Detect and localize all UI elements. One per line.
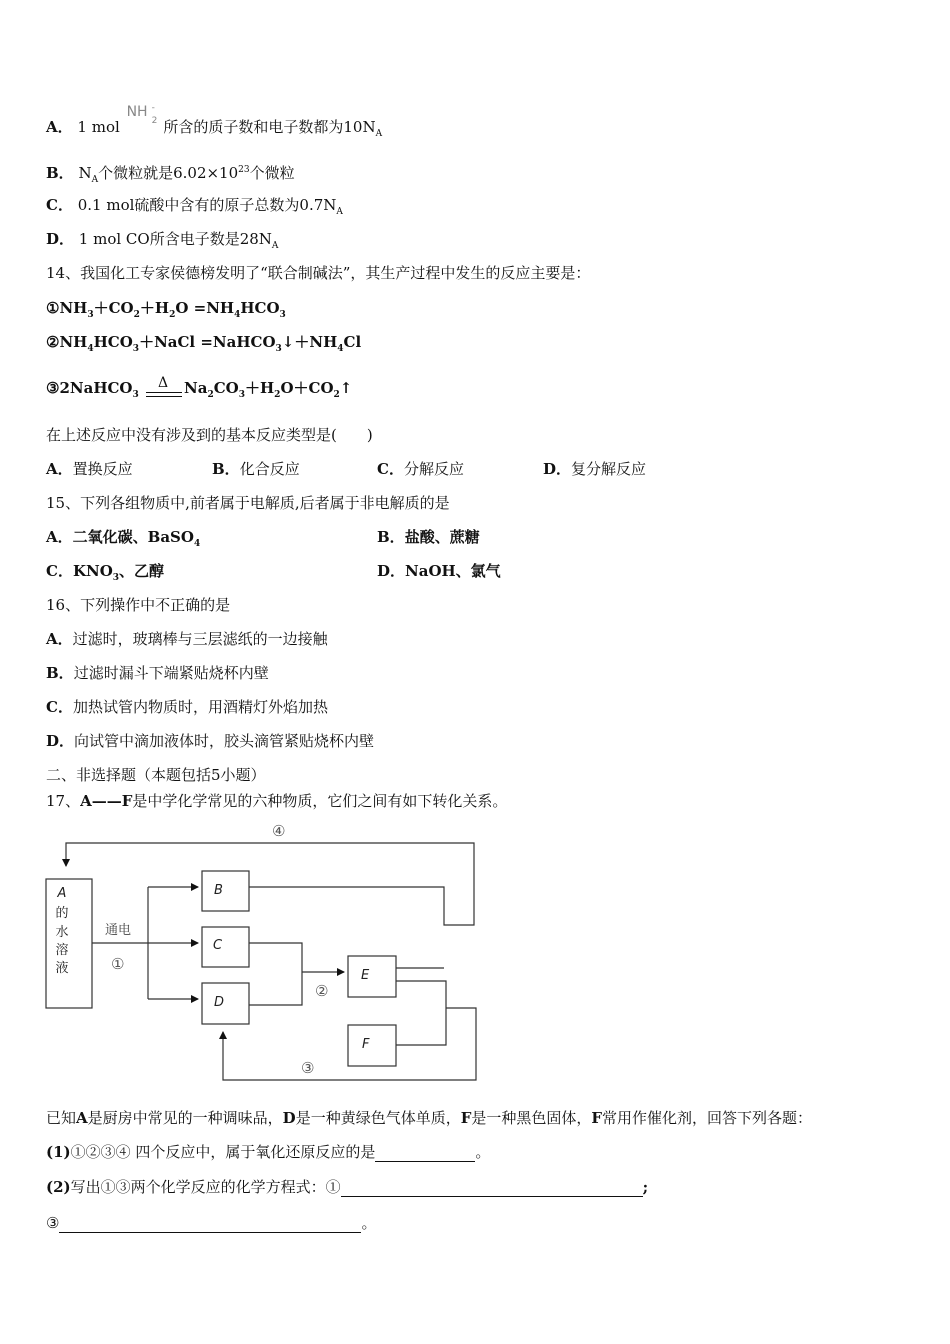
q17-stem — [46, 791, 507, 811]
sub-text: ①②③④ 四个反应中，属于氧化还原反应的是 — [70, 1143, 376, 1161]
option-text: 置换反应 — [72, 460, 133, 478]
box-a — [46, 879, 92, 1008]
q16-option-c — [46, 697, 328, 717]
q16-option-b — [46, 663, 269, 683]
sub-label: (2) — [46, 1178, 71, 1196]
option-label: D． — [543, 460, 572, 478]
box-a-label — [55, 886, 68, 976]
label-e: E — [361, 968, 370, 983]
q17-sub2 — [46, 1177, 648, 1197]
subscript: 3 — [279, 310, 286, 320]
q15-option-a — [46, 527, 200, 554]
box-b — [202, 871, 249, 911]
c-to-join — [249, 943, 302, 1005]
subscript: A — [375, 129, 383, 139]
option-text: 二氧化碳、BaSO — [72, 528, 194, 546]
loop-3-line — [223, 1008, 476, 1080]
formula-part: O =NH — [175, 299, 235, 317]
subscript: 3 — [87, 310, 94, 320]
formula-part: ＋H — [244, 379, 275, 397]
subscript: 4 — [87, 344, 94, 354]
subscript: 2 — [333, 390, 340, 400]
option-text: 、乙醇 — [119, 562, 165, 580]
box-a-char-2: 的 — [55, 906, 69, 921]
option-text-prefix: 1 mol — [77, 118, 120, 136]
known-text: 是一种黑色固体， — [471, 1109, 592, 1127]
q15-option-d — [377, 561, 501, 581]
option-label: C． — [46, 562, 73, 580]
sub-end: ; — [642, 1178, 649, 1196]
subscript: 3 — [112, 573, 120, 583]
formula-part: HCO — [93, 333, 133, 351]
q14-option-a — [46, 459, 133, 479]
q14-option-c — [377, 459, 464, 479]
option-label: B． — [377, 528, 405, 546]
step-3-label: ③ — [301, 1059, 315, 1077]
q14-stem: 14、我国化工专家侯德榜发明了“联合制碱法”，其生产过程中发生的反应主要是： — [46, 264, 591, 282]
known-text: 是厨房中常见的一种调味品， — [87, 1109, 283, 1127]
formula-part: ＋H — [139, 299, 170, 317]
q13-option-c — [46, 195, 343, 222]
subscript: 3 — [132, 390, 139, 400]
box-e — [348, 956, 396, 997]
stem-bold: A——F — [80, 792, 133, 810]
option-text: 过滤时，玻璃棒与三层滤纸的一边接触 — [72, 630, 328, 648]
box-a-char-5: 液 — [55, 961, 69, 976]
q14-reaction-3 — [46, 375, 353, 405]
ion-sup: - — [151, 103, 155, 113]
q14-option-b — [212, 459, 300, 479]
question-number: 17、 — [46, 792, 81, 810]
known-bold: F — [460, 1109, 472, 1127]
formula-part: NH — [59, 333, 88, 351]
q14-reaction-1 — [46, 298, 286, 325]
option-label: C． — [377, 460, 404, 478]
formula-part: Cl — [343, 333, 362, 351]
subscript: 4 — [337, 344, 344, 354]
option-label: A． — [46, 528, 73, 546]
subscript: A — [91, 175, 99, 185]
label-f: F — [362, 1037, 370, 1052]
subscript: 3 — [275, 344, 282, 354]
heat-condition-sign — [144, 375, 184, 405]
option-text: N — [78, 164, 92, 182]
q15-option-b — [377, 527, 480, 547]
formula-part: ↓＋NH — [281, 333, 338, 351]
subscript: A — [271, 241, 279, 251]
sub-label: ③ — [46, 1214, 60, 1232]
reaction-number: ③ — [46, 379, 60, 397]
formula-part: 2NaHCO — [59, 379, 133, 397]
step-2-label: ② — [315, 982, 329, 1000]
box-a-char-3: 水 — [55, 925, 69, 940]
option-label: B． — [212, 460, 240, 478]
loop-4-line — [66, 843, 474, 925]
option-label: D． — [46, 732, 75, 750]
q15-stem: 15、下列各组物质中,前者属于电解质,后者属于非电解质的是 — [46, 494, 450, 512]
ion-formula — [125, 103, 159, 132]
box-a-char-4: 溶 — [55, 943, 69, 958]
option-text: 复分解反应 — [571, 460, 647, 478]
sub-end: 。 — [475, 1143, 491, 1161]
option-text: 化合反应 — [239, 460, 300, 478]
option-label: A． — [46, 460, 73, 478]
sub-label: (1) — [46, 1143, 71, 1161]
option-text: 盐酸、蔗糖 — [404, 528, 480, 546]
q14-reaction-2 — [46, 332, 361, 359]
q13-option-a — [46, 103, 383, 144]
option-text: 1 mol CO所含电子数是28N — [78, 230, 272, 248]
e-bottom-line — [396, 981, 446, 1045]
option-label: C． — [46, 196, 73, 214]
box-f — [348, 1025, 396, 1066]
formula-part: ＋CO — [93, 299, 134, 317]
option-text: KNO — [72, 562, 113, 580]
formula-part: ＋NaCl =NaHCO — [139, 333, 276, 351]
known-bold: D — [282, 1109, 296, 1127]
known-text: 常用作催化剂，回答下列各题： — [602, 1109, 813, 1127]
delta-symbol: Δ — [158, 375, 169, 391]
q16-option-a — [46, 629, 328, 649]
formula-part: NH — [59, 299, 88, 317]
option-text: 个微粒 — [249, 164, 295, 182]
equals-line — [146, 392, 182, 393]
label-c: C — [213, 938, 223, 953]
box-a-char-1: A — [57, 886, 67, 901]
answer-blank[interactable] — [375, 1145, 475, 1162]
formula-part: O＋CO — [280, 379, 334, 397]
option-text: NaOH、氯气 — [405, 562, 501, 580]
subscript: 2 — [207, 390, 214, 400]
option-text: 分解反应 — [403, 460, 464, 478]
q14-option-d — [543, 459, 646, 479]
ion-main: NH — [126, 104, 148, 120]
subscript: 3 — [132, 344, 140, 354]
q16-option-d — [46, 731, 374, 751]
subscript: 4 — [193, 539, 201, 549]
q13-option-b — [46, 160, 295, 190]
q17-sub3 — [46, 1213, 376, 1233]
step-4-label: ④ — [272, 822, 286, 840]
reaction-number: ① — [46, 299, 60, 317]
option-text: 所含的质子数和电子数都为10N — [163, 118, 376, 136]
subscript: 2 — [169, 310, 176, 320]
option-label: B． — [46, 664, 74, 682]
equals-line — [146, 396, 182, 397]
subscript: 4 — [234, 310, 241, 320]
known-text: 是一种黄绿色气体单质， — [295, 1109, 461, 1127]
option-label: A． — [46, 118, 73, 136]
option-label: D． — [46, 230, 75, 248]
option-label: A． — [46, 630, 73, 648]
known-bold: A — [76, 1109, 88, 1127]
conversion-diagram — [40, 818, 480, 1088]
q16-stem: 16、下列操作中不正确的是 — [46, 596, 231, 614]
ion-sub: 2 — [151, 116, 158, 126]
option-text: 个微粒就是6.02×10 — [98, 164, 239, 182]
superscript: 23 — [238, 165, 250, 175]
subscript: 2 — [133, 310, 140, 320]
sub-end: 。 — [361, 1214, 377, 1232]
label-d: D — [214, 995, 225, 1010]
option-label: B． — [46, 164, 74, 182]
section-title: 二、非选择题（本题包括5小题） — [46, 766, 266, 784]
q13-option-d — [46, 229, 278, 256]
q17-known — [46, 1108, 812, 1128]
known-bold: F — [591, 1109, 603, 1127]
option-text: 加热试管内物质时，用酒精灯外焰加热 — [72, 698, 328, 716]
subscript: A — [336, 207, 343, 217]
option-text: 过滤时漏斗下端紧贴烧杯内壁 — [73, 664, 269, 682]
formula-part: Na — [184, 379, 208, 397]
known-text: 已知 — [46, 1109, 77, 1127]
box-c — [202, 927, 249, 967]
option-text: 向试管中滴加液体时，胶头滴管紧贴烧杯内壁 — [74, 732, 375, 750]
box-d — [202, 983, 249, 1024]
option-text: 0.1 mol硫酸中含有的原子总数为0.7N — [77, 196, 337, 214]
answer-blank[interactable] — [341, 1180, 643, 1197]
formula-part: HCO — [240, 299, 280, 317]
condition-label: 通电 — [105, 923, 132, 938]
subscript: 2 — [274, 390, 281, 400]
q17-sub1 — [46, 1142, 490, 1162]
step-1-label: ① — [111, 955, 125, 973]
reaction-number: ② — [46, 333, 60, 351]
option-label: C． — [46, 698, 73, 716]
answer-blank[interactable] — [59, 1216, 361, 1233]
sub-text: 写出①③两个化学反应的化学方程式：① — [70, 1178, 341, 1196]
subscript: 3 — [238, 390, 245, 400]
option-label: D． — [377, 562, 406, 580]
formula-part: CO — [213, 379, 239, 397]
q15-option-c — [46, 561, 164, 588]
label-b: B — [214, 883, 223, 898]
formula-part: ↑ — [339, 379, 353, 397]
q14-question: 在上述反应中没有涉及到的基本反应类型是( ) — [46, 426, 373, 444]
stem-text: 是中学化学常见的六种物质，它们之间有如下转化关系。 — [132, 792, 508, 810]
